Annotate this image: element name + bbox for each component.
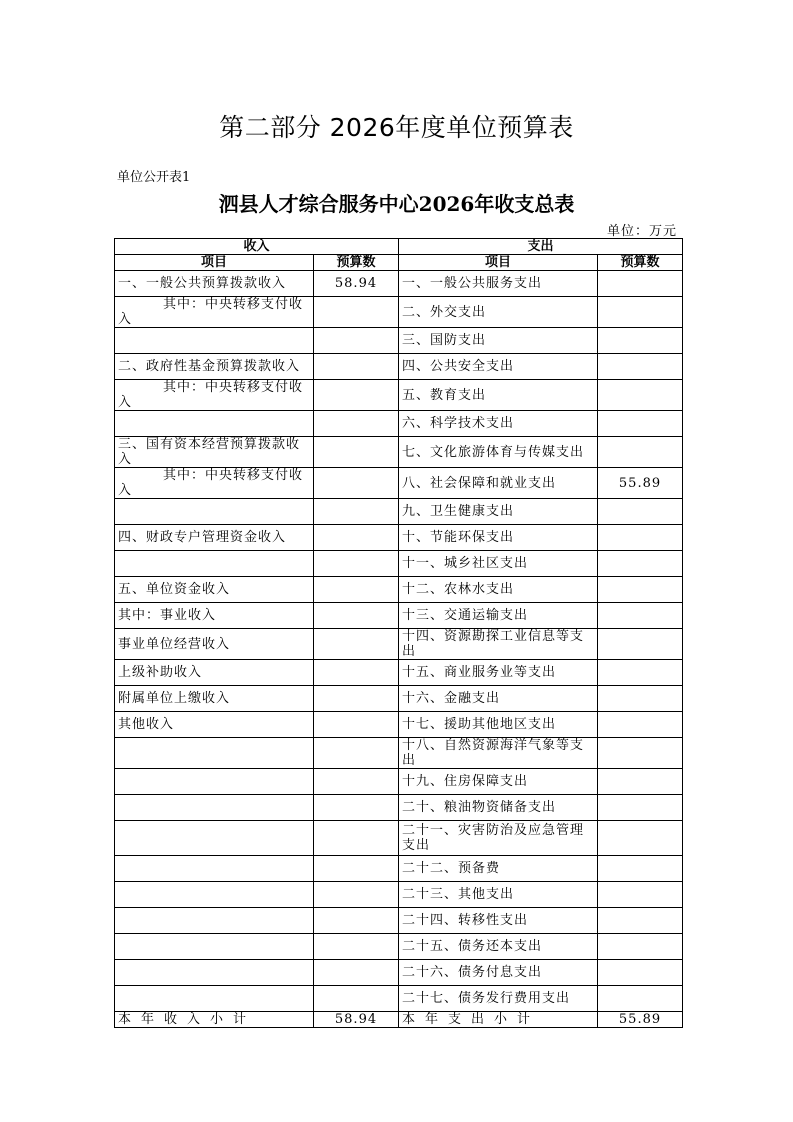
table-row xyxy=(115,380,683,411)
expense-item: 二十四、转移性支出 xyxy=(399,908,598,934)
income-item-header: 项目 xyxy=(115,255,314,271)
income-amount xyxy=(314,354,399,380)
income-item: 其中：中央转移支付收入 xyxy=(115,468,314,499)
income-amount xyxy=(314,686,399,712)
expense-amount xyxy=(598,629,683,660)
income-item xyxy=(115,934,314,960)
income-amount xyxy=(314,795,399,821)
income-item: 其中：中央转移支付收入 xyxy=(115,297,314,328)
income-amount xyxy=(314,437,399,468)
table-row xyxy=(115,577,683,603)
page-heading: 第二部分 2026年度单位预算表 xyxy=(219,113,574,142)
income-amount xyxy=(314,551,399,577)
expense-item: 十三、交通运输支出 xyxy=(399,603,598,629)
expense-item: 十一、城乡社区支出 xyxy=(399,551,598,577)
expense-amount xyxy=(598,712,683,738)
income-item xyxy=(115,856,314,882)
expense-item: 十二、农林水支出 xyxy=(399,577,598,603)
expense-amount xyxy=(598,380,683,411)
totals-row xyxy=(115,1012,683,1028)
income-amount xyxy=(314,380,399,411)
expense-total-label: 本年支出小计 xyxy=(399,1012,598,1028)
expense-amount xyxy=(598,437,683,468)
income-item: 其中：中央转移支付收入 xyxy=(115,380,314,411)
income-amount xyxy=(314,960,399,986)
expense-amount xyxy=(598,821,683,856)
expense-item: 九、卫生健康支出 xyxy=(399,499,598,525)
expense-amount xyxy=(598,354,683,380)
table-row xyxy=(115,712,683,738)
expense-item: 七、文化旅游体育与传媒支出 xyxy=(399,437,598,468)
table-row xyxy=(115,629,683,660)
income-amount xyxy=(314,525,399,551)
income-item: 其中：事业收入 xyxy=(115,603,314,629)
table-row xyxy=(115,960,683,986)
expense-item: 十九、住房保障支出 xyxy=(399,769,598,795)
income-header: 收入 xyxy=(115,239,399,255)
table-row xyxy=(115,354,683,380)
income-total-amount: 58.94 xyxy=(314,1012,399,1028)
expense-item: 一、一般公共服务支出 xyxy=(399,271,598,297)
income-item xyxy=(115,960,314,986)
income-item: 上级补助收入 xyxy=(115,660,314,686)
expense-amount xyxy=(598,686,683,712)
income-item xyxy=(115,882,314,908)
expense-item: 六、科学技术支出 xyxy=(399,411,598,437)
income-item xyxy=(115,986,314,1012)
income-amount xyxy=(314,986,399,1012)
expense-item: 四、公共安全支出 xyxy=(399,354,598,380)
income-item xyxy=(115,821,314,856)
expense-item: 二十二、预备费 xyxy=(399,856,598,882)
expense-item: 五、教育支出 xyxy=(399,380,598,411)
income-item xyxy=(115,769,314,795)
expense-amount xyxy=(598,525,683,551)
expense-amount xyxy=(598,551,683,577)
table-row xyxy=(115,551,683,577)
expense-amount xyxy=(598,271,683,297)
table-row xyxy=(115,660,683,686)
expense-amount: 55.89 xyxy=(598,468,683,499)
expense-item: 十、节能环保支出 xyxy=(399,525,598,551)
expense-amount xyxy=(598,882,683,908)
table-row xyxy=(115,499,683,525)
expense-amount xyxy=(598,411,683,437)
table-row xyxy=(115,795,683,821)
income-item: 五、单位资金收入 xyxy=(115,577,314,603)
income-item: 三、国有资本经营预算拨款收入 xyxy=(115,437,314,468)
table-row xyxy=(115,297,683,328)
income-amount: 58.94 xyxy=(314,271,399,297)
income-amount xyxy=(314,882,399,908)
table-row xyxy=(115,986,683,1012)
expense-amount xyxy=(598,908,683,934)
expense-item: 十四、资源勘探工业信息等支出 xyxy=(399,629,598,660)
expense-amount xyxy=(598,603,683,629)
income-item: 附属单位上缴收入 xyxy=(115,686,314,712)
income-amount xyxy=(314,468,399,499)
expense-item: 十八、自然资源海洋气象等支出 xyxy=(399,738,598,769)
table-row xyxy=(115,738,683,769)
expense-amount xyxy=(598,934,683,960)
unit-label: 单位：万元 xyxy=(606,224,677,239)
income-amount xyxy=(314,328,399,354)
expense-amount xyxy=(598,986,683,1012)
income-total-label: 本年收入小计 xyxy=(115,1012,314,1028)
income-amount xyxy=(314,629,399,660)
income-item xyxy=(115,738,314,769)
expense-item: 二、外交支出 xyxy=(399,297,598,328)
table-row xyxy=(115,525,683,551)
income-item xyxy=(115,795,314,821)
table-row xyxy=(115,882,683,908)
income-item xyxy=(115,328,314,354)
income-amount xyxy=(314,856,399,882)
expense-item: 二十一、灾害防治及应急管理支出 xyxy=(399,821,598,856)
income-amount xyxy=(314,821,399,856)
income-amount xyxy=(314,411,399,437)
table-row xyxy=(115,271,683,297)
expense-item: 三、国防支出 xyxy=(399,328,598,354)
income-amount xyxy=(314,660,399,686)
expense-item: 二十六、债务付息支出 xyxy=(399,960,598,986)
income-item xyxy=(115,411,314,437)
table-row xyxy=(115,769,683,795)
income-item: 二、政府性基金预算拨款收入 xyxy=(115,354,314,380)
table-row xyxy=(115,821,683,856)
table-number: 单位公开表1 xyxy=(117,170,191,185)
expense-item: 十七、援助其他地区支出 xyxy=(399,712,598,738)
table-row xyxy=(115,686,683,712)
income-amount xyxy=(314,908,399,934)
table-row xyxy=(115,437,683,468)
expense-item: 二十、粮油物资储备支出 xyxy=(399,795,598,821)
income-amount xyxy=(314,297,399,328)
expense-item: 二十三、其他支出 xyxy=(399,882,598,908)
expense-item: 十六、金融支出 xyxy=(399,686,598,712)
expense-item: 二十七、债务发行费用支出 xyxy=(399,986,598,1012)
table-row xyxy=(115,328,683,354)
income-item xyxy=(115,499,314,525)
income-item: 其他收入 xyxy=(115,712,314,738)
income-amount xyxy=(314,712,399,738)
expense-amount xyxy=(598,738,683,769)
table-row xyxy=(115,603,683,629)
income-amount xyxy=(314,738,399,769)
expense-amount xyxy=(598,499,683,525)
income-amount xyxy=(314,934,399,960)
expense-item-header: 项目 xyxy=(399,255,598,271)
expense-amount xyxy=(598,960,683,986)
expense-total-amount: 55.89 xyxy=(598,1012,683,1028)
income-item xyxy=(115,908,314,934)
expense-amount xyxy=(598,795,683,821)
budget-summary-table xyxy=(114,238,683,1028)
income-amount xyxy=(314,577,399,603)
expense-amount xyxy=(598,660,683,686)
income-amount xyxy=(314,769,399,795)
income-budget-header: 预算数 xyxy=(314,255,399,271)
expense-amount xyxy=(598,328,683,354)
table-row xyxy=(115,856,683,882)
table-row xyxy=(115,468,683,499)
table-title: 泗县人才综合服务中心2026年收支总表 xyxy=(218,192,575,216)
expense-budget-header: 预算数 xyxy=(598,255,683,271)
expense-amount xyxy=(598,577,683,603)
expense-item: 二十五、债务还本支出 xyxy=(399,934,598,960)
table-row xyxy=(115,908,683,934)
expense-amount xyxy=(598,297,683,328)
table-row xyxy=(115,934,683,960)
income-item xyxy=(115,551,314,577)
expense-item: 十五、商业服务业等支出 xyxy=(399,660,598,686)
income-item: 事业单位经营收入 xyxy=(115,629,314,660)
expense-amount xyxy=(598,856,683,882)
income-amount xyxy=(314,499,399,525)
expense-item: 八、社会保障和就业支出 xyxy=(399,468,598,499)
income-item: 四、财政专户管理资金收入 xyxy=(115,525,314,551)
expense-header: 支出 xyxy=(399,239,683,255)
income-item: 一、一般公共预算拨款收入 xyxy=(115,271,314,297)
income-amount xyxy=(314,603,399,629)
table-row xyxy=(115,411,683,437)
expense-amount xyxy=(598,769,683,795)
